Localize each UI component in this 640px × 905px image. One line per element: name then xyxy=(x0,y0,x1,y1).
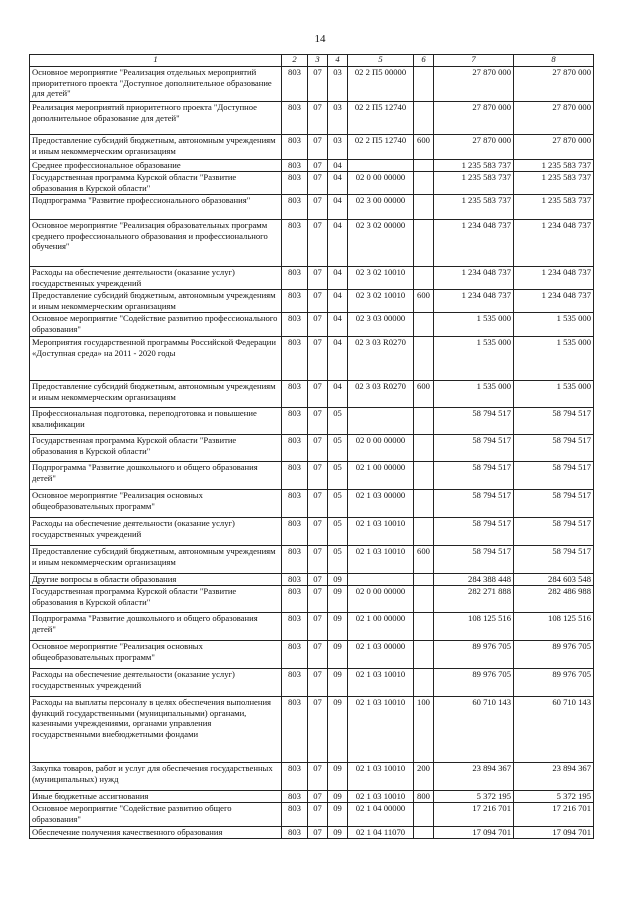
col-header-6: 6 xyxy=(414,55,434,67)
cell-pr: 09 xyxy=(328,791,348,803)
cell-vr xyxy=(414,313,434,337)
cell-sum-1: 1 234 048 737 xyxy=(434,290,514,313)
table-row xyxy=(30,220,594,267)
cell-sum-1: 27 870 000 xyxy=(434,67,514,102)
cell-pr: 04 xyxy=(328,172,348,195)
cell-rz: 07 xyxy=(308,381,328,408)
cell-pr: 04 xyxy=(328,290,348,313)
cell-sum-2: 5 372 195 xyxy=(514,791,594,803)
cell-sum-1: 58 794 517 xyxy=(434,408,514,435)
cell-vr xyxy=(414,827,434,839)
cell-csr: 02 1 00 00000 xyxy=(348,462,414,490)
table-row xyxy=(30,462,594,490)
cell-sum-1: 108 125 516 xyxy=(434,613,514,641)
cell-name: Среднее профессиональное образование xyxy=(30,160,282,172)
page-number: 14 xyxy=(314,33,326,45)
table-row xyxy=(30,67,594,102)
cell-csr: 02 3 02 10010 xyxy=(348,290,414,313)
col-header-1: 1 xyxy=(30,55,282,67)
cell-sum-2: 58 794 517 xyxy=(514,518,594,546)
cell-sum-2: 1 535 000 xyxy=(514,381,594,408)
cell-grbs: 803 xyxy=(282,763,308,791)
cell-csr: 02 0 00 00000 xyxy=(348,586,414,613)
cell-pr: 05 xyxy=(328,490,348,518)
cell-sum-1: 1 535 000 xyxy=(434,381,514,408)
cell-grbs: 803 xyxy=(282,102,308,135)
cell-sum-2: 23 894 367 xyxy=(514,763,594,791)
cell-csr: 02 1 04 00000 xyxy=(348,803,414,827)
cell-name: Мероприятия государственной программы Российской Федерации «Доступная среда» на 2011 - 2020 годы xyxy=(30,337,282,381)
cell-grbs: 803 xyxy=(282,408,308,435)
cell-grbs: 803 xyxy=(282,267,308,290)
cell-sum-2: 108 125 516 xyxy=(514,613,594,641)
cell-name: Расходы на обеспечение деятельности (оказание услуг) государственных учреждений xyxy=(30,669,282,697)
cell-sum-1: 60 710 143 xyxy=(434,697,514,763)
cell-sum-2: 1 535 000 xyxy=(514,337,594,381)
cell-pr: 04 xyxy=(328,160,348,172)
cell-name: Иные бюджетные ассигнования xyxy=(30,791,282,803)
col-header-8: 8 xyxy=(514,55,594,67)
cell-grbs: 803 xyxy=(282,381,308,408)
cell-pr: 09 xyxy=(328,827,348,839)
cell-vr: 600 xyxy=(414,381,434,408)
cell-sum-2: 284 603 548 xyxy=(514,574,594,586)
cell-rz: 07 xyxy=(308,102,328,135)
cell-sum-2: 58 794 517 xyxy=(514,408,594,435)
cell-csr: 02 0 00 00000 xyxy=(348,435,414,462)
cell-sum-2: 1 235 583 737 xyxy=(514,160,594,172)
cell-sum-1: 58 794 517 xyxy=(434,435,514,462)
cell-rz: 07 xyxy=(308,669,328,697)
cell-rz: 07 xyxy=(308,490,328,518)
cell-rz: 07 xyxy=(308,586,328,613)
cell-name: Основное мероприятие "Реализация основных общеобразовательных программ" xyxy=(30,641,282,669)
cell-rz: 07 xyxy=(308,408,328,435)
cell-vr xyxy=(414,803,434,827)
cell-pr: 04 xyxy=(328,195,348,220)
cell-rz: 07 xyxy=(308,313,328,337)
col-header-5: 5 xyxy=(348,55,414,67)
table-row xyxy=(30,267,594,290)
header-row xyxy=(30,55,594,67)
table-row xyxy=(30,337,594,381)
cell-sum-1: 27 870 000 xyxy=(434,102,514,135)
cell-csr: 02 1 03 10010 xyxy=(348,669,414,697)
cell-name: Основное мероприятие "Реализация отдельных мероприятий приоритетного проекта "Доступное дополнительное образование для детей" xyxy=(30,67,282,102)
cell-pr: 05 xyxy=(328,408,348,435)
cell-sum-2: 282 486 988 xyxy=(514,586,594,613)
table-row xyxy=(30,290,594,313)
cell-grbs: 803 xyxy=(282,586,308,613)
cell-rz: 07 xyxy=(308,827,328,839)
table-row xyxy=(30,102,594,135)
cell-pr: 09 xyxy=(328,641,348,669)
cell-vr xyxy=(414,172,434,195)
cell-rz: 07 xyxy=(308,67,328,102)
cell-grbs: 803 xyxy=(282,67,308,102)
cell-csr: 02 3 02 00000 xyxy=(348,220,414,267)
cell-vr xyxy=(414,490,434,518)
cell-csr: 02 1 03 00000 xyxy=(348,641,414,669)
cell-vr xyxy=(414,102,434,135)
cell-name: Государственная программа Курской области "Развитие образования в Курской области" xyxy=(30,586,282,613)
cell-rz: 07 xyxy=(308,267,328,290)
cell-grbs: 803 xyxy=(282,160,308,172)
cell-pr: 05 xyxy=(328,435,348,462)
cell-rz: 07 xyxy=(308,435,328,462)
cell-sum-1: 58 794 517 xyxy=(434,518,514,546)
table-row xyxy=(30,518,594,546)
table-row xyxy=(30,135,594,160)
cell-grbs: 803 xyxy=(282,490,308,518)
cell-sum-1: 284 388 448 xyxy=(434,574,514,586)
table-row xyxy=(30,408,594,435)
cell-vr xyxy=(414,435,434,462)
cell-grbs: 803 xyxy=(282,220,308,267)
cell-name: Закупка товаров, работ и услуг для обеспечения государственных (муниципальных) нужд xyxy=(30,763,282,791)
cell-vr xyxy=(414,408,434,435)
cell-pr: 03 xyxy=(328,135,348,160)
cell-csr: 02 1 03 10010 xyxy=(348,791,414,803)
cell-csr: 02 1 04 11070 xyxy=(348,827,414,839)
cell-rz: 07 xyxy=(308,160,328,172)
cell-csr: 02 2 П5 12740 xyxy=(348,135,414,160)
table-row xyxy=(30,586,594,613)
cell-sum-1: 1 535 000 xyxy=(434,313,514,337)
cell-grbs: 803 xyxy=(282,613,308,641)
cell-name: Реализация мероприятий приоритетного проекта "Доступное дополнительное образование для детей" xyxy=(30,102,282,135)
cell-grbs: 803 xyxy=(282,518,308,546)
cell-grbs: 803 xyxy=(282,462,308,490)
cell-sum-2: 17 216 701 xyxy=(514,803,594,827)
cell-vr xyxy=(414,669,434,697)
cell-grbs: 803 xyxy=(282,172,308,195)
cell-sum-1: 58 794 517 xyxy=(434,462,514,490)
cell-sum-1: 23 894 367 xyxy=(434,763,514,791)
table-row xyxy=(30,435,594,462)
cell-name: Профессиональная подготовка, переподготовка и повышение квалификации xyxy=(30,408,282,435)
cell-name: Основное мероприятие "Содействие развитию профессионального образования" xyxy=(30,313,282,337)
cell-name: Другие вопросы в области образования xyxy=(30,574,282,586)
cell-rz: 07 xyxy=(308,195,328,220)
cell-rz: 07 xyxy=(308,574,328,586)
cell-pr: 09 xyxy=(328,613,348,641)
cell-name: Расходы на выплаты персоналу в целях обеспечения выполнения функций государственными (муниципальными) органами, казенными учреждениями, органами управления государственными внебюджетными фондами xyxy=(30,697,282,763)
cell-sum-1: 1 235 583 737 xyxy=(434,195,514,220)
cell-grbs: 803 xyxy=(282,195,308,220)
cell-vr xyxy=(414,613,434,641)
cell-sum-2: 58 794 517 xyxy=(514,546,594,574)
cell-rz: 07 xyxy=(308,172,328,195)
cell-pr: 09 xyxy=(328,669,348,697)
cell-csr: 02 1 03 10010 xyxy=(348,697,414,763)
table-row xyxy=(30,574,594,586)
cell-name: Расходы на обеспечение деятельности (оказание услуг) государственных учреждений xyxy=(30,267,282,290)
cell-csr: 02 2 П5 12740 xyxy=(348,102,414,135)
cell-csr: 02 3 03 R0270 xyxy=(348,381,414,408)
cell-csr: 02 3 02 10010 xyxy=(348,267,414,290)
cell-csr xyxy=(348,160,414,172)
cell-name: Подпрограмма "Развитие профессионального образования" xyxy=(30,195,282,220)
cell-csr xyxy=(348,408,414,435)
cell-name: Основное мероприятие "Реализация образовательных программ среднего профессионального образования и профессионального обучения" xyxy=(30,220,282,267)
cell-grbs: 803 xyxy=(282,546,308,574)
cell-csr: 02 3 03 R0270 xyxy=(348,337,414,381)
cell-sum-2: 1 235 583 737 xyxy=(514,172,594,195)
cell-vr xyxy=(414,160,434,172)
cell-rz: 07 xyxy=(308,641,328,669)
cell-pr: 09 xyxy=(328,574,348,586)
cell-grbs: 803 xyxy=(282,290,308,313)
cell-rz: 07 xyxy=(308,546,328,574)
cell-pr: 09 xyxy=(328,586,348,613)
cell-grbs: 803 xyxy=(282,827,308,839)
table-row xyxy=(30,669,594,697)
cell-grbs: 803 xyxy=(282,669,308,697)
cell-name: Основное мероприятие "Реализация основных общеобразовательных программ" xyxy=(30,490,282,518)
cell-pr: 04 xyxy=(328,313,348,337)
cell-vr xyxy=(414,641,434,669)
cell-pr: 03 xyxy=(328,102,348,135)
cell-grbs: 803 xyxy=(282,313,308,337)
cell-vr: 600 xyxy=(414,290,434,313)
cell-vr xyxy=(414,195,434,220)
col-header-4: 4 xyxy=(328,55,348,67)
cell-sum-2: 1 235 583 737 xyxy=(514,195,594,220)
cell-vr xyxy=(414,267,434,290)
table-row xyxy=(30,160,594,172)
cell-csr: 02 1 00 00000 xyxy=(348,613,414,641)
cell-sum-1: 58 794 517 xyxy=(434,546,514,574)
cell-sum-1: 17 216 701 xyxy=(434,803,514,827)
cell-vr: 800 xyxy=(414,791,434,803)
cell-name: Подпрограмма "Развитие дошкольного и общего образования детей" xyxy=(30,462,282,490)
cell-rz: 07 xyxy=(308,337,328,381)
cell-sum-2: 60 710 143 xyxy=(514,697,594,763)
cell-vr xyxy=(414,337,434,381)
cell-pr: 09 xyxy=(328,697,348,763)
cell-grbs: 803 xyxy=(282,337,308,381)
cell-pr: 03 xyxy=(328,67,348,102)
cell-rz: 07 xyxy=(308,791,328,803)
cell-rz: 07 xyxy=(308,290,328,313)
table-row xyxy=(30,763,594,791)
cell-name: Предоставление субсидий бюджетным, автономным учреждениям и иным некоммерческим организациям xyxy=(30,546,282,574)
cell-name: Подпрограмма "Развитие дошкольного и общего образования детей" xyxy=(30,613,282,641)
table-row xyxy=(30,697,594,763)
cell-csr: 02 1 03 10010 xyxy=(348,763,414,791)
table-body xyxy=(30,67,594,839)
table-row xyxy=(30,490,594,518)
budget-table xyxy=(29,54,594,839)
cell-rz: 07 xyxy=(308,518,328,546)
cell-sum-2: 89 976 705 xyxy=(514,669,594,697)
cell-name: Государственная программа Курской области "Развитие образования в Курской области" xyxy=(30,172,282,195)
cell-name: Предоставление субсидий бюджетным, автономным учреждениям и иным некоммерческим организациям xyxy=(30,290,282,313)
cell-sum-2: 1 535 000 xyxy=(514,313,594,337)
cell-sum-1: 89 976 705 xyxy=(434,669,514,697)
cell-sum-2: 27 870 000 xyxy=(514,67,594,102)
cell-vr xyxy=(414,586,434,613)
cell-csr xyxy=(348,574,414,586)
cell-csr: 02 1 03 10010 xyxy=(348,518,414,546)
col-header-3: 3 xyxy=(308,55,328,67)
cell-pr: 04 xyxy=(328,267,348,290)
cell-csr: 02 2 П5 00000 xyxy=(348,67,414,102)
table-row xyxy=(30,313,594,337)
cell-vr xyxy=(414,462,434,490)
cell-sum-1: 89 976 705 xyxy=(434,641,514,669)
table-row xyxy=(30,827,594,839)
cell-sum-2: 1 234 048 737 xyxy=(514,220,594,267)
cell-pr: 09 xyxy=(328,763,348,791)
cell-sum-2: 58 794 517 xyxy=(514,435,594,462)
cell-name: Предоставление субсидий бюджетным, автономным учреждениям и иным некоммерческим организациям xyxy=(30,381,282,408)
cell-sum-1: 58 794 517 xyxy=(434,490,514,518)
cell-grbs: 803 xyxy=(282,697,308,763)
cell-rz: 07 xyxy=(308,613,328,641)
cell-sum-2: 27 870 000 xyxy=(514,135,594,160)
cell-name: Расходы на обеспечение деятельности (оказание услуг) государственных учреждений xyxy=(30,518,282,546)
table-row xyxy=(30,613,594,641)
cell-csr: 02 1 03 10010 xyxy=(348,546,414,574)
cell-sum-2: 58 794 517 xyxy=(514,462,594,490)
cell-name: Основное мероприятие "Содействие развитию общего образования" xyxy=(30,803,282,827)
cell-grbs: 803 xyxy=(282,803,308,827)
cell-grbs: 803 xyxy=(282,791,308,803)
cell-sum-1: 1 535 000 xyxy=(434,337,514,381)
cell-vr: 600 xyxy=(414,546,434,574)
cell-sum-2: 27 870 000 xyxy=(514,102,594,135)
cell-sum-1: 282 271 888 xyxy=(434,586,514,613)
cell-pr: 04 xyxy=(328,381,348,408)
cell-vr: 600 xyxy=(414,135,434,160)
cell-name: Предоставление субсидий бюджетным, автономным учреждениям и иным некоммерческим организациям xyxy=(30,135,282,160)
cell-name: Государственная программа Курской области "Развитие образования в Курской области" xyxy=(30,435,282,462)
cell-pr: 05 xyxy=(328,546,348,574)
cell-vr xyxy=(414,220,434,267)
cell-csr: 02 3 00 00000 xyxy=(348,195,414,220)
cell-pr: 04 xyxy=(328,337,348,381)
col-header-2: 2 xyxy=(282,55,308,67)
cell-rz: 07 xyxy=(308,462,328,490)
cell-sum-1: 1 234 048 737 xyxy=(434,220,514,267)
cell-vr: 200 xyxy=(414,763,434,791)
col-header-7: 7 xyxy=(434,55,514,67)
cell-csr: 02 0 00 00000 xyxy=(348,172,414,195)
cell-vr xyxy=(414,518,434,546)
cell-grbs: 803 xyxy=(282,641,308,669)
cell-rz: 07 xyxy=(308,220,328,267)
cell-csr: 02 1 03 00000 xyxy=(348,490,414,518)
cell-csr: 02 3 03 00000 xyxy=(348,313,414,337)
table-row xyxy=(30,195,594,220)
table-row xyxy=(30,381,594,408)
cell-pr: 09 xyxy=(328,803,348,827)
cell-sum-2: 17 094 701 xyxy=(514,827,594,839)
cell-sum-2: 1 234 048 737 xyxy=(514,290,594,313)
cell-sum-1: 1 235 583 737 xyxy=(434,160,514,172)
cell-sum-1: 27 870 000 xyxy=(434,135,514,160)
cell-grbs: 803 xyxy=(282,135,308,160)
cell-sum-2: 1 234 048 737 xyxy=(514,267,594,290)
table-row xyxy=(30,546,594,574)
cell-sum-1: 5 372 195 xyxy=(434,791,514,803)
cell-pr: 05 xyxy=(328,518,348,546)
cell-rz: 07 xyxy=(308,803,328,827)
cell-sum-1: 1 235 583 737 xyxy=(434,172,514,195)
cell-rz: 07 xyxy=(308,135,328,160)
table-row xyxy=(30,172,594,195)
cell-sum-1: 17 094 701 xyxy=(434,827,514,839)
cell-vr xyxy=(414,67,434,102)
cell-name: Обеспечение получения качественного образования xyxy=(30,827,282,839)
cell-rz: 07 xyxy=(308,697,328,763)
cell-sum-1: 1 234 048 737 xyxy=(434,267,514,290)
cell-grbs: 803 xyxy=(282,435,308,462)
cell-vr: 100 xyxy=(414,697,434,763)
cell-sum-2: 58 794 517 xyxy=(514,490,594,518)
cell-grbs: 803 xyxy=(282,574,308,586)
cell-pr: 05 xyxy=(328,462,348,490)
cell-sum-2: 89 976 705 xyxy=(514,641,594,669)
cell-vr xyxy=(414,574,434,586)
cell-pr: 04 xyxy=(328,220,348,267)
table-row xyxy=(30,791,594,803)
table-row xyxy=(30,641,594,669)
table-row xyxy=(30,803,594,827)
cell-rz: 07 xyxy=(308,763,328,791)
